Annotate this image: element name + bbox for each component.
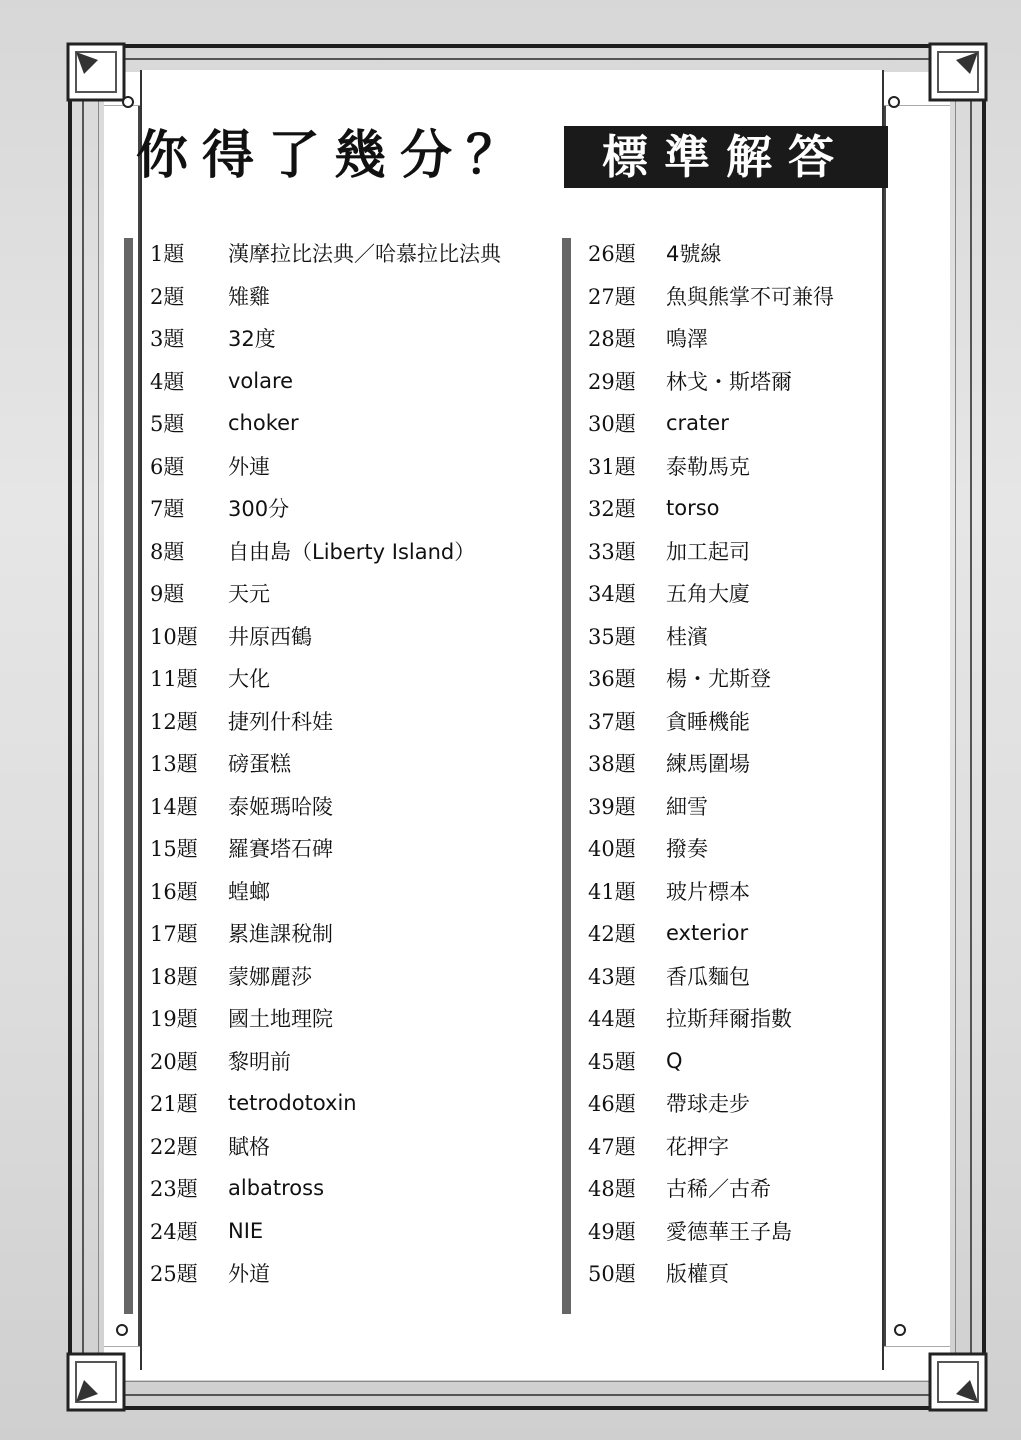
answer-text: 捷列什科娃 — [228, 709, 333, 734]
answer-text: 拉斯拜爾指數 — [666, 1007, 792, 1032]
answer-row — [150, 870, 560, 913]
question-number: 16題 — [150, 879, 198, 904]
question-number: 47題 — [588, 1134, 636, 1159]
question-number: 36題 — [588, 667, 636, 692]
column-bar-right — [562, 238, 571, 1314]
question-number: 9題 — [150, 582, 185, 607]
question-number: 33題 — [588, 539, 636, 564]
corner-ornament-icon — [66, 1352, 126, 1412]
answer-text: 國土地理院 — [228, 1007, 333, 1032]
answer-row — [150, 572, 560, 615]
corner-ornament-icon — [66, 42, 126, 102]
question-number: 32題 — [588, 497, 636, 522]
answer-text: 外連 — [228, 454, 270, 479]
answer-text: crater — [666, 411, 729, 436]
answer-text: 羅賽塔石碑 — [228, 837, 333, 862]
answer-row — [588, 1082, 918, 1125]
answer-row — [588, 657, 918, 700]
answer-text: 鳴澤 — [666, 327, 708, 352]
answer-row — [588, 402, 918, 445]
answer-row — [150, 700, 560, 743]
answer-text: 花押字 — [666, 1134, 729, 1159]
answer-text: 撥奏 — [666, 837, 708, 862]
answer-text: 桂濱 — [666, 624, 708, 649]
answer-text: 雉雞 — [228, 284, 270, 309]
answer-text: 磅蛋糕 — [228, 752, 291, 777]
answer-row — [150, 1252, 560, 1295]
answer-text: 自由島（Liberty Island） — [228, 539, 476, 564]
answer-text: 32度 — [228, 327, 276, 352]
question-number: 39題 — [588, 794, 636, 819]
question-number: 43題 — [588, 964, 636, 989]
answer-row — [588, 360, 918, 403]
frame-dot-icon — [122, 96, 134, 108]
answer-row — [588, 1210, 918, 1253]
question-number: 22題 — [150, 1134, 198, 1159]
question-number: 15題 — [150, 837, 198, 862]
answer-text: 細雪 — [666, 794, 708, 819]
answer-row — [150, 657, 560, 700]
question-number: 13題 — [150, 752, 198, 777]
column-bar-left — [124, 238, 133, 1314]
answer-text: NIE — [228, 1218, 264, 1243]
answer-text: 泰勒馬克 — [666, 454, 750, 479]
answer-row — [150, 530, 560, 573]
answer-row — [588, 785, 918, 828]
question-number: 8題 — [150, 539, 185, 564]
answer-text: 4號線 — [666, 242, 722, 267]
answer-row — [150, 785, 560, 828]
question-number: 45題 — [588, 1049, 636, 1074]
question-number: 26題 — [588, 242, 636, 267]
answer-row — [588, 572, 918, 615]
answer-row — [150, 997, 560, 1040]
answer-row — [588, 317, 918, 360]
answer-text: 林戈・斯塔爾 — [666, 369, 792, 394]
answer-text: 玻片標本 — [666, 879, 750, 904]
answer-text: 貪睡機能 — [666, 709, 750, 734]
answer-column-left — [150, 232, 560, 1295]
question-number: 31題 — [588, 454, 636, 479]
answer-text: 黎明前 — [228, 1049, 291, 1074]
frame-dot-icon — [888, 96, 900, 108]
question-number: 23題 — [150, 1177, 198, 1202]
answer-text: 楊・尤斯登 — [666, 667, 771, 692]
answer-row — [588, 912, 918, 955]
answer-row — [150, 445, 560, 488]
question-number: 28題 — [588, 327, 636, 352]
answer-row — [150, 487, 560, 530]
answer-row — [588, 232, 918, 275]
answer-text: 版權頁 — [666, 1262, 729, 1287]
question-number: 3題 — [150, 327, 185, 352]
question-number: 17題 — [150, 922, 198, 947]
question-number: 35題 — [588, 624, 636, 649]
answer-row — [588, 275, 918, 318]
question-number: 11題 — [150, 667, 198, 692]
answer-row — [150, 1125, 560, 1168]
question-number: 46題 — [588, 1092, 636, 1117]
question-number: 5題 — [150, 412, 185, 437]
question-number: 38題 — [588, 752, 636, 777]
answer-row — [150, 360, 560, 403]
answer-row — [588, 530, 918, 573]
question-number: 12題 — [150, 709, 198, 734]
question-number: 24題 — [150, 1219, 198, 1244]
answer-text: 外道 — [228, 1262, 270, 1287]
answer-text: 帶球走步 — [666, 1092, 750, 1117]
question-number: 49題 — [588, 1219, 636, 1244]
question-number: 44題 — [588, 1007, 636, 1032]
answer-text: 漢摩拉比法典／哈慕拉比法典 — [228, 242, 501, 267]
answer-text: 大化 — [228, 667, 270, 692]
answer-text: exterior — [666, 921, 749, 946]
answer-row — [150, 1167, 560, 1210]
answer-row — [588, 1125, 918, 1168]
answer-text: 古稀／古希 — [666, 1177, 771, 1202]
question-number: 41題 — [588, 879, 636, 904]
answer-row — [150, 402, 560, 445]
question-number: 34題 — [588, 582, 636, 607]
question-number: 1題 — [150, 242, 185, 267]
answer-row — [588, 997, 918, 1040]
answer-row — [150, 232, 560, 275]
frame-dot-icon — [894, 1324, 906, 1336]
answer-text: volare — [228, 368, 294, 393]
answer-row — [150, 317, 560, 360]
answer-text: 香瓜麵包 — [666, 964, 750, 989]
answer-row — [588, 742, 918, 785]
answer-row — [588, 870, 918, 913]
question-number: 50題 — [588, 1262, 636, 1287]
question-number: 6題 — [150, 454, 185, 479]
question-number: 30題 — [588, 412, 636, 437]
question-number: 40題 — [588, 837, 636, 862]
answer-text: 300分 — [228, 497, 290, 522]
answer-row — [588, 827, 918, 870]
answer-text: 蝗螂 — [228, 879, 270, 904]
answer-row — [588, 700, 918, 743]
answer-row — [588, 615, 918, 658]
page-title: 你得了幾分？ — [136, 126, 533, 186]
answer-column-right — [588, 232, 918, 1295]
answer-text: Q — [666, 1048, 683, 1073]
question-number: 37題 — [588, 709, 636, 734]
answer-row — [150, 1210, 560, 1253]
answer-row — [150, 827, 560, 870]
question-number: 10題 — [150, 624, 198, 649]
question-number: 2題 — [150, 284, 185, 309]
answer-text: 累進課稅制 — [228, 922, 333, 947]
question-number: 18題 — [150, 964, 198, 989]
answer-text: 泰姬瑪哈陵 — [228, 794, 333, 819]
answer-text: 天元 — [228, 582, 270, 607]
answer-row — [150, 955, 560, 998]
corner-ornament-icon — [928, 1352, 988, 1412]
answer-row — [150, 912, 560, 955]
question-number: 20題 — [150, 1049, 198, 1074]
answer-row — [150, 275, 560, 318]
question-number: 19題 — [150, 1007, 198, 1032]
answer-text: 賦格 — [228, 1134, 270, 1159]
title-tag: 標準解答 — [564, 126, 888, 188]
question-number: 25題 — [150, 1262, 198, 1287]
answer-text: 蒙娜麗莎 — [228, 964, 312, 989]
question-number: 4題 — [150, 369, 185, 394]
answer-row — [588, 955, 918, 998]
answer-row — [150, 1040, 560, 1083]
question-number: 48題 — [588, 1177, 636, 1202]
answer-row — [588, 445, 918, 488]
answer-text: tetrodotoxin — [228, 1091, 357, 1116]
answer-text: 井原西鶴 — [228, 624, 312, 649]
question-number: 7題 — [150, 497, 185, 522]
answer-row — [588, 487, 918, 530]
answer-row — [150, 1082, 560, 1125]
question-number: 14題 — [150, 794, 198, 819]
answer-row — [150, 615, 560, 658]
answer-text: 五角大廈 — [666, 582, 750, 607]
answer-text: 加工起司 — [666, 539, 750, 564]
answer-row — [588, 1040, 918, 1083]
answer-text: 練馬圍場 — [666, 752, 750, 777]
answer-text: choker — [228, 411, 299, 436]
corner-ornament-icon — [928, 42, 988, 102]
answer-text: 愛德華王子島 — [666, 1219, 792, 1244]
answer-text: albatross — [228, 1176, 325, 1201]
question-number: 42題 — [588, 922, 636, 947]
question-number: 27題 — [588, 284, 636, 309]
answer-row — [588, 1252, 918, 1295]
frame-dot-icon — [116, 1324, 128, 1336]
answer-text: 魚與熊掌不可兼得 — [666, 284, 834, 309]
answer-text: torso — [666, 496, 720, 521]
question-number: 29題 — [588, 369, 636, 394]
answer-row — [150, 742, 560, 785]
question-number: 21題 — [150, 1092, 198, 1117]
answer-row — [588, 1167, 918, 1210]
frame-left-band — [104, 106, 140, 1346]
